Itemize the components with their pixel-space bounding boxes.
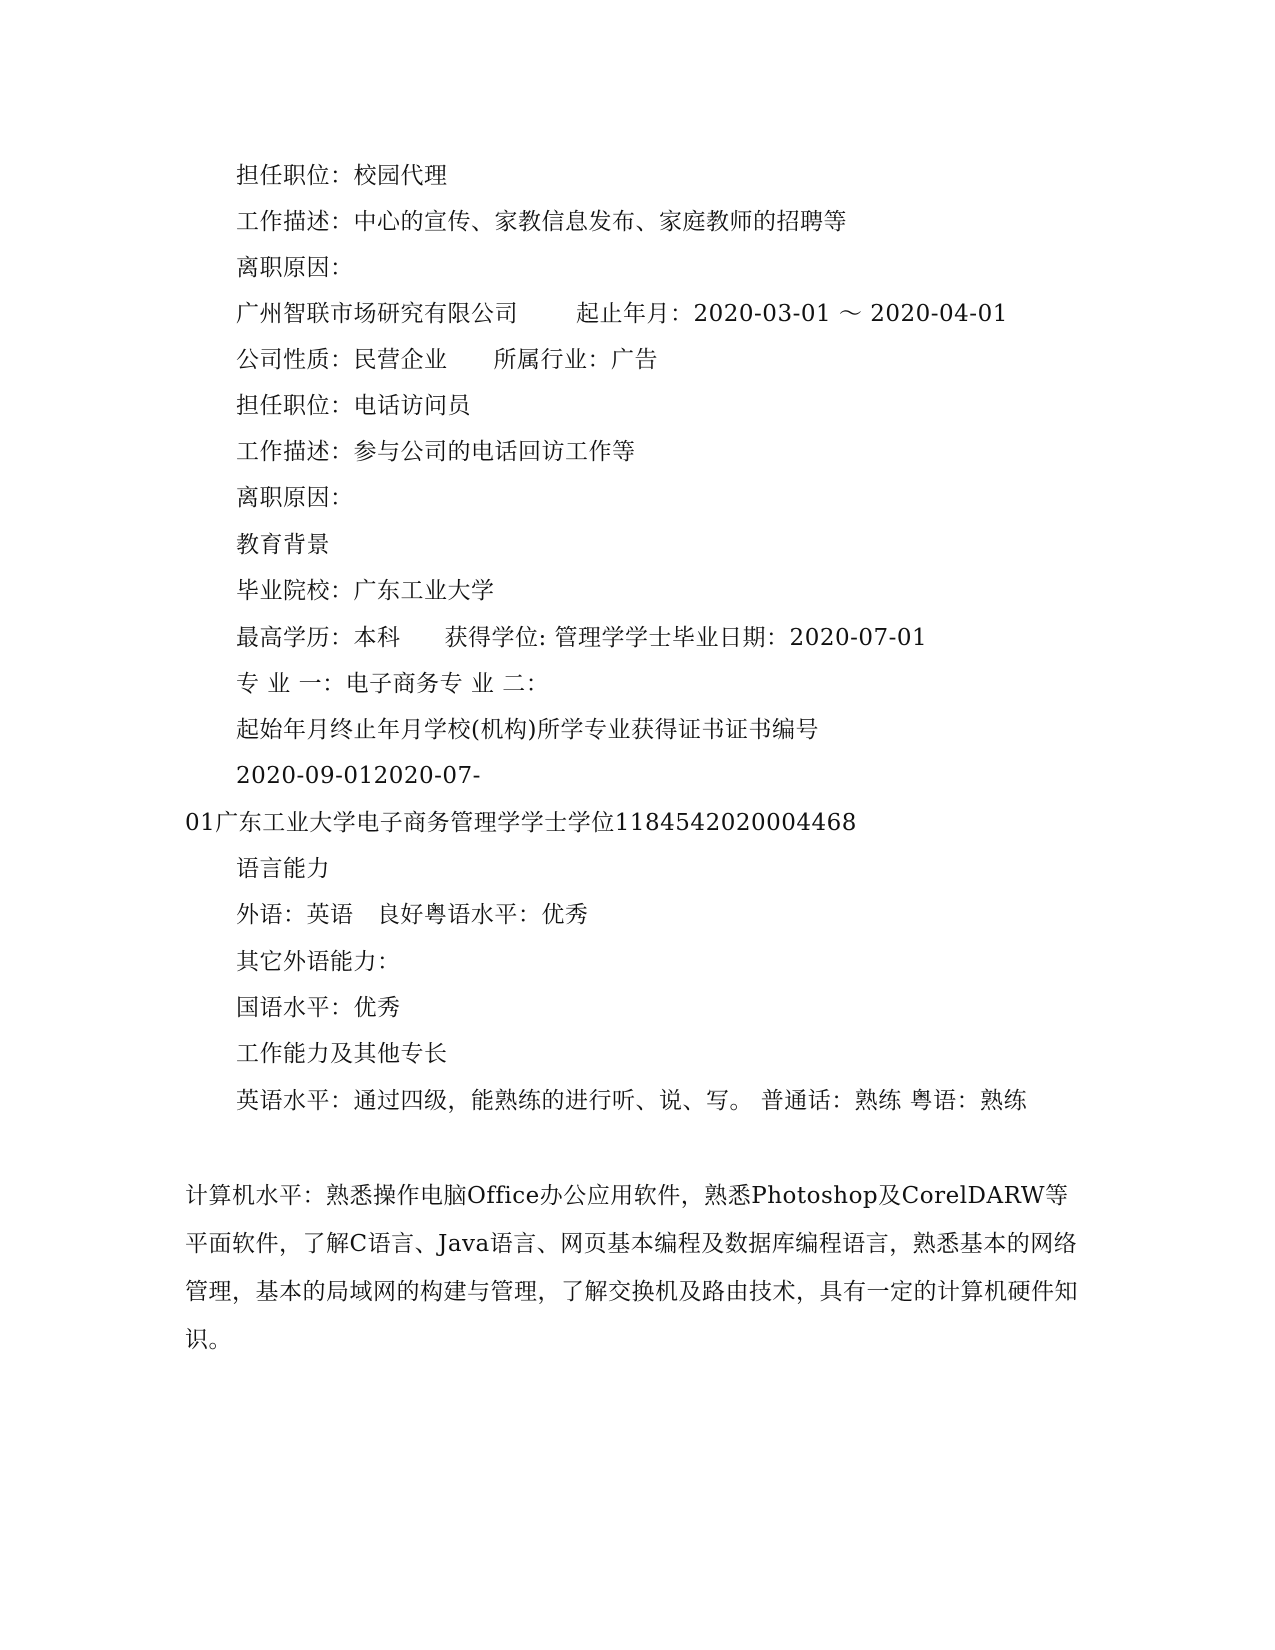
education-heading: 教育背景	[236, 532, 330, 558]
leave-reason-line-2: 离职原因：	[236, 485, 354, 511]
company-nature-line	[236, 345, 658, 375]
school-line: 毕业院校：广东工业大学	[236, 578, 495, 604]
degree-graduation-date: 获得学位: 管理学学士毕业日期：2020-07-01	[444, 625, 928, 651]
language-heading: 语言能力	[236, 856, 330, 882]
computer-skills-paragraph: 计算机水平：熟悉操作电脑Office办公应用软件，熟悉Photoshop及CorelDARW等平面软件，了解C语言、Java语言、网页基本编程及数据库编程语言，熟悉基本的网络管理，基本的局域网的构建与管理，了解交换机及路由技术，具有一定的计算机硬件知识。	[185, 1183, 1078, 1353]
education-row-part-1: 2020-09-012020-07-	[236, 763, 481, 789]
major-line: 专 业 一：电子商务专 业 二：	[236, 671, 550, 697]
employment-period: 起止年月：2020-03-01 ～ 2020-04-01	[576, 301, 1008, 327]
english-level-line: 英语水平：通过四级，能熟练的进行听、说、写。 普通话：熟练 粤语：熟练	[236, 1088, 1028, 1114]
company-nature: 公司性质：民营企业	[236, 347, 448, 373]
company-name: 广州智联市场研究有限公司	[236, 301, 518, 327]
work-description-line: 工作描述：中心的宣传、家教信息发布、家庭教师的招聘等	[236, 209, 847, 235]
highest-education: 最高学历：本科	[236, 625, 401, 651]
work-description-line-2: 工作描述：参与公司的电话回访工作等	[236, 439, 636, 465]
leave-reason-line: 离职原因：	[236, 255, 354, 281]
company-period-line	[236, 299, 1008, 329]
industry: 所属行业：广告	[493, 347, 658, 373]
foreign-language-line: 外语：英语 良好粤语水平：优秀	[236, 902, 589, 928]
mandarin-line: 国语水平：优秀	[236, 995, 401, 1021]
position-line: 担任职位：电话访问员	[236, 393, 471, 419]
position-title-line: 担任职位：校园代理	[236, 163, 448, 189]
degree-line	[236, 623, 927, 653]
skills-heading: 工作能力及其他专长	[236, 1041, 448, 1067]
education-row-part-2: 01广东工业大学电子商务管理学学士学位1184542020004468	[185, 810, 857, 836]
other-language-line: 其它外语能力：	[236, 949, 401, 975]
education-table-header: 起始年月终止年月学校(机构)所学专业获得证书证书编号	[236, 717, 819, 743]
